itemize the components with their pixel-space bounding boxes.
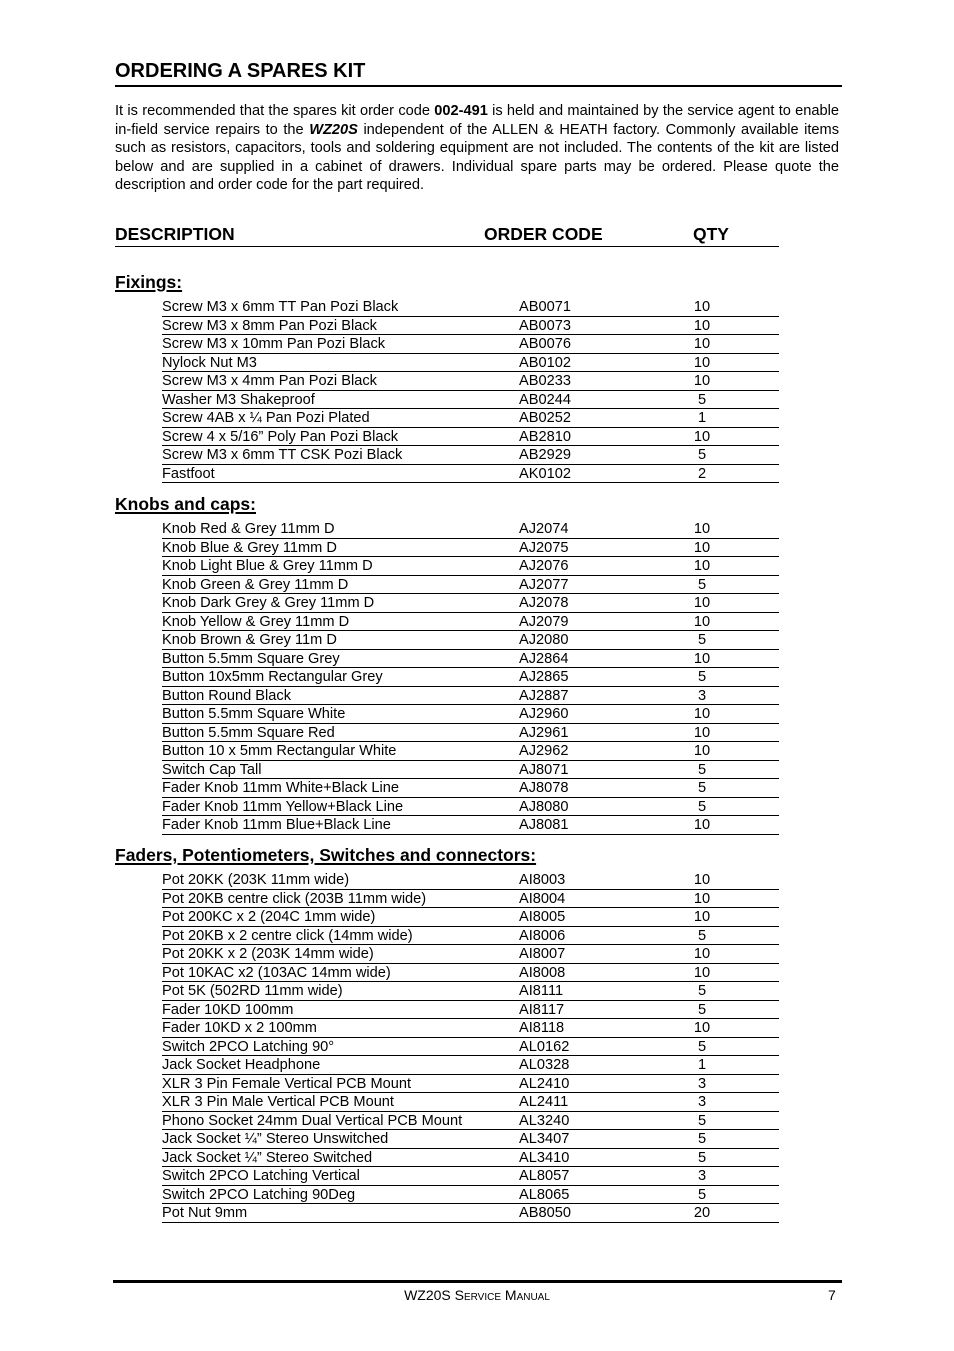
part-description: Button 5.5mm Square White [162, 706, 346, 722]
table-row [162, 409, 779, 428]
part-order-code: AB8050 [519, 1205, 571, 1221]
part-qty: 10 [693, 558, 711, 574]
part-qty: 10 [693, 373, 711, 389]
part-description: Screw 4 x 5/16” Poly Pan Pozi Black [162, 428, 399, 445]
part-order-code: AL8057 [519, 1168, 570, 1184]
part-qty: 5 [697, 632, 707, 648]
part-qty: 10 [693, 354, 711, 371]
part-description: Nylock Nut M3 [162, 354, 257, 371]
part-order-code: AI8003 [519, 872, 566, 888]
part-description: Pot Nut 9mm [162, 1205, 248, 1221]
part-qty: 5 [697, 1112, 707, 1129]
part-description: Knob Red & Grey 11mm D [162, 521, 335, 537]
part-description: Jack Socket ¼” Stereo Unswitched [162, 1131, 389, 1147]
table-row [162, 871, 779, 890]
table-row [162, 668, 779, 687]
part-qty: 10 [693, 336, 711, 352]
table-row [162, 1001, 779, 1020]
table-row [162, 1149, 779, 1168]
part-order-code: AL3410 [519, 1149, 570, 1166]
intro-paragraph [115, 102, 839, 195]
part-order-code: AB0071 [519, 299, 571, 315]
part-order-code: AI8008 [519, 964, 566, 981]
part-description: Jack Socket Headphone [162, 1057, 321, 1073]
part-order-code: AJ2864 [519, 650, 569, 667]
section-title-knobs: Knobs and caps: [115, 494, 256, 514]
part-order-code: AJ2865 [519, 669, 569, 685]
part-description: Screw M3 x 10mm Pan Pozi Black [162, 336, 386, 352]
intro-text-2: is held and maintained by the service agent to enable in-field service repairs to the [115, 103, 839, 138]
intro-text-3: independent of the ALLEN & HEATH factory. Commonly available items such as resistors, capacitors, tools and soldering equipment are not included. The contents of the kit are listed below and are supplied in a cabinet of drawers. Individual spare parts may be ordered. Please quote the description and order code for the part required. [115, 121, 840, 194]
part-order-code: AI8117 [519, 1001, 565, 1018]
part-order-code: AJ8078 [519, 780, 569, 796]
part-qty: 10 [693, 595, 711, 611]
table-row [162, 779, 779, 798]
part-description: Knob Light Blue & Grey 11mm D [162, 558, 373, 574]
part-order-code: AJ2074 [519, 521, 569, 537]
part-qty: 5 [697, 1149, 707, 1166]
column-header-qty: QTY [693, 224, 729, 244]
part-order-code: AI8007 [519, 946, 566, 962]
part-qty: 5 [697, 1131, 707, 1147]
part-description: Fader Knob 11mm White+Black Line [162, 780, 399, 796]
table-row [162, 798, 779, 817]
part-description: Knob Brown & Grey 11m D [162, 632, 337, 648]
part-qty: 10 [693, 946, 711, 962]
part-order-code: AJ8071 [519, 761, 569, 778]
part-order-code: AL0328 [519, 1057, 570, 1073]
table-row [162, 964, 779, 983]
part-description: Button Round Black [162, 687, 291, 704]
table-row [162, 705, 779, 724]
part-qty: 10 [693, 724, 711, 741]
part-qty: 1 [697, 1057, 707, 1073]
section-rows-faders [162, 871, 779, 1223]
column-header-row [115, 224, 779, 247]
table-row [162, 724, 779, 743]
page-title: ORDERING A SPARES KIT [115, 58, 842, 87]
part-description: Fader Knob 11mm Blue+Black Line [162, 817, 391, 833]
part-description: Switch 2PCO Latching Vertical [162, 1168, 360, 1184]
table-row [162, 520, 779, 539]
part-qty: 5 [697, 927, 707, 944]
table-row [162, 1019, 779, 1038]
part-qty: 10 [693, 299, 711, 315]
part-description: Fader 10KD 100mm [162, 1001, 294, 1018]
part-description: Fader 10KD x 2 100mm [162, 1020, 317, 1036]
part-qty: 10 [693, 521, 711, 537]
product-name: WZ20S [309, 121, 358, 138]
part-description: Washer M3 Shakeproof [162, 391, 315, 408]
table-row [162, 428, 779, 447]
part-description: Pot 20KB centre click (203B 11mm wide) [162, 890, 427, 907]
part-order-code: AB2929 [519, 447, 571, 463]
part-description: Pot 10KAC x2 (103AC 14mm wide) [162, 964, 391, 981]
column-header-description: DESCRIPTION [115, 224, 235, 244]
table-row [162, 594, 779, 613]
part-qty: 1 [697, 410, 707, 426]
part-qty: 10 [693, 743, 711, 759]
part-qty: 10 [693, 613, 711, 630]
part-description: Knob Yellow & Grey 11mm D [162, 613, 350, 630]
table-row [162, 927, 779, 946]
table-row [162, 335, 779, 354]
page-number: 7 [828, 1287, 836, 1303]
table-row [162, 1093, 779, 1112]
table-row [162, 613, 779, 632]
table-row [162, 465, 779, 484]
part-description: Screw M3 x 6mm TT CSK Pozi Black [162, 447, 403, 463]
part-order-code: AI8005 [519, 909, 566, 925]
column-header-order-code: ORDER CODE [484, 224, 603, 244]
table-row [162, 446, 779, 465]
part-order-code: AJ2962 [519, 743, 569, 759]
part-order-code: AB0076 [519, 336, 571, 352]
part-order-code: AJ2080 [519, 632, 569, 648]
part-qty: 10 [693, 872, 711, 888]
part-qty: 10 [693, 428, 711, 445]
part-description: Fader Knob 11mm Yellow+Black Line [162, 798, 404, 815]
table-row [162, 742, 779, 761]
part-order-code: AJ2075 [519, 539, 569, 556]
part-order-code: AJ8081 [519, 817, 569, 833]
part-description: Phono Socket 24mm Dual Vertical PCB Mount [162, 1112, 463, 1129]
part-description: Button 10 x 5mm Rectangular White [162, 743, 397, 759]
part-qty: 5 [697, 669, 707, 685]
part-description: Switch Cap Tall [162, 761, 262, 778]
footer-rule [113, 1280, 842, 1283]
table-row [162, 1112, 779, 1131]
part-qty: 5 [697, 798, 707, 815]
part-order-code: AB0073 [519, 317, 571, 334]
part-order-code: AB0244 [519, 391, 571, 408]
part-order-code: AJ2076 [519, 558, 569, 574]
part-description: Knob Green & Grey 11mm D [162, 576, 349, 593]
part-description: Pot 5K (502RD 11mm wide) [162, 983, 343, 999]
part-description: Screw 4AB x ¼ Pan Pozi Plated [162, 410, 370, 426]
footer-title: WZ20S Service Manual [404, 1287, 550, 1303]
part-description: Switch 2PCO Latching 90Deg [162, 1186, 356, 1203]
table-row [162, 908, 779, 927]
table-row [162, 557, 779, 576]
table-row [162, 539, 779, 558]
part-description: Button 5.5mm Square Grey [162, 650, 340, 667]
part-qty: 10 [693, 539, 711, 556]
section-title-faders: Faders, Potentiometers, Switches and connectors: [115, 845, 537, 865]
part-qty: 10 [693, 317, 711, 334]
part-qty: 5 [697, 1038, 707, 1055]
table-row [162, 354, 779, 373]
table-row [162, 650, 779, 669]
part-order-code: AK0102 [519, 465, 571, 482]
part-qty: 10 [693, 964, 711, 981]
table-row [162, 982, 779, 1001]
part-order-code: AJ8080 [519, 798, 569, 815]
part-order-code: AB2810 [519, 428, 571, 445]
part-description: XLR 3 Pin Male Vertical PCB Mount [162, 1094, 394, 1110]
table-row [162, 761, 779, 780]
part-description: Button 10x5mm Rectangular Grey [162, 669, 383, 685]
part-description: Knob Dark Grey & Grey 11mm D [162, 595, 375, 611]
part-description: Pot 20KB x 2 centre click (14mm wide) [162, 927, 413, 944]
part-qty: 10 [693, 890, 711, 907]
part-description: Pot 20KK x 2 (203K 14mm wide) [162, 946, 374, 962]
part-order-code: AJ2960 [519, 706, 569, 722]
part-qty: 10 [693, 650, 711, 667]
part-description: Screw M3 x 8mm Pan Pozi Black [162, 317, 377, 334]
part-qty: 10 [693, 706, 711, 722]
table-row [162, 1038, 779, 1057]
part-description: XLR 3 Pin Female Vertical PCB Mount [162, 1075, 412, 1092]
part-qty: 5 [697, 780, 707, 796]
part-description: Knob Blue & Grey 11mm D [162, 539, 337, 556]
part-order-code: AL8065 [519, 1186, 570, 1203]
part-order-code: AJ2077 [519, 576, 569, 593]
part-description: Jack Socket ¼” Stereo Switched [162, 1149, 373, 1166]
part-order-code: AI8006 [519, 927, 566, 944]
part-description: Button 5.5mm Square Red [162, 724, 335, 741]
part-qty: 5 [697, 391, 707, 408]
part-qty: 5 [697, 1186, 707, 1203]
part-order-code: AL3407 [519, 1131, 570, 1147]
part-qty: 5 [697, 983, 707, 999]
table-row [162, 631, 779, 650]
table-row [162, 1056, 779, 1075]
part-qty: 2 [697, 465, 707, 482]
part-qty: 10 [693, 817, 711, 833]
table-row [162, 1204, 779, 1223]
part-qty: 5 [697, 761, 707, 778]
table-row [162, 391, 779, 410]
part-order-code: AL2411 [519, 1094, 569, 1110]
intro-text-1: It is recommended that the spares kit order code [115, 103, 435, 119]
part-order-code: AJ2961 [519, 724, 569, 741]
part-order-code: AJ2887 [519, 687, 569, 704]
table-row [162, 1186, 779, 1205]
part-qty: 3 [697, 1094, 707, 1110]
part-order-code: AI8004 [519, 890, 566, 907]
part-order-code: AB0102 [519, 354, 571, 371]
part-qty: 3 [697, 1168, 707, 1184]
part-order-code: AI8111 [519, 983, 564, 999]
part-qty: 5 [697, 447, 707, 463]
part-qty: 20 [693, 1205, 711, 1221]
part-qty: 3 [697, 687, 707, 704]
part-order-code: AJ2079 [519, 613, 569, 630]
table-row [162, 298, 779, 317]
part-description: Fastfoot [162, 465, 215, 482]
section-rows-fixings [162, 298, 779, 483]
part-description: Pot 20KK (203K 11mm wide) [162, 872, 350, 888]
table-row [162, 945, 779, 964]
part-description: Screw M3 x 4mm Pan Pozi Black [162, 373, 377, 389]
part-order-code: AL0162 [519, 1038, 570, 1055]
table-row [162, 1075, 779, 1094]
table-row [162, 1130, 779, 1149]
table-row [162, 1167, 779, 1186]
kit-order-code: 002-491 [434, 103, 488, 119]
part-order-code: AJ2078 [519, 595, 569, 611]
part-order-code: AI8118 [519, 1020, 565, 1036]
part-qty: 5 [697, 1001, 707, 1018]
part-qty: 5 [697, 576, 707, 593]
table-row [162, 576, 779, 595]
part-description: Pot 200KC x 2 (204C 1mm wide) [162, 909, 376, 925]
section-rows-knobs [162, 520, 779, 835]
section-title-fixings: Fixings: [115, 272, 183, 292]
table-row [162, 890, 779, 909]
part-description: Switch 2PCO Latching 90° [162, 1038, 335, 1055]
part-order-code: AL2410 [519, 1075, 570, 1092]
table-row [162, 816, 779, 835]
part-order-code: AB0252 [519, 410, 571, 426]
part-qty: 10 [693, 909, 711, 925]
part-qty: 3 [697, 1075, 707, 1092]
part-order-code: AL3240 [519, 1112, 570, 1129]
table-row [162, 687, 779, 706]
part-order-code: AB0233 [519, 373, 571, 389]
table-row [162, 372, 779, 391]
part-qty: 10 [693, 1020, 711, 1036]
part-description: Screw M3 x 6mm TT Pan Pozi Black [162, 299, 399, 315]
table-row [162, 317, 779, 336]
